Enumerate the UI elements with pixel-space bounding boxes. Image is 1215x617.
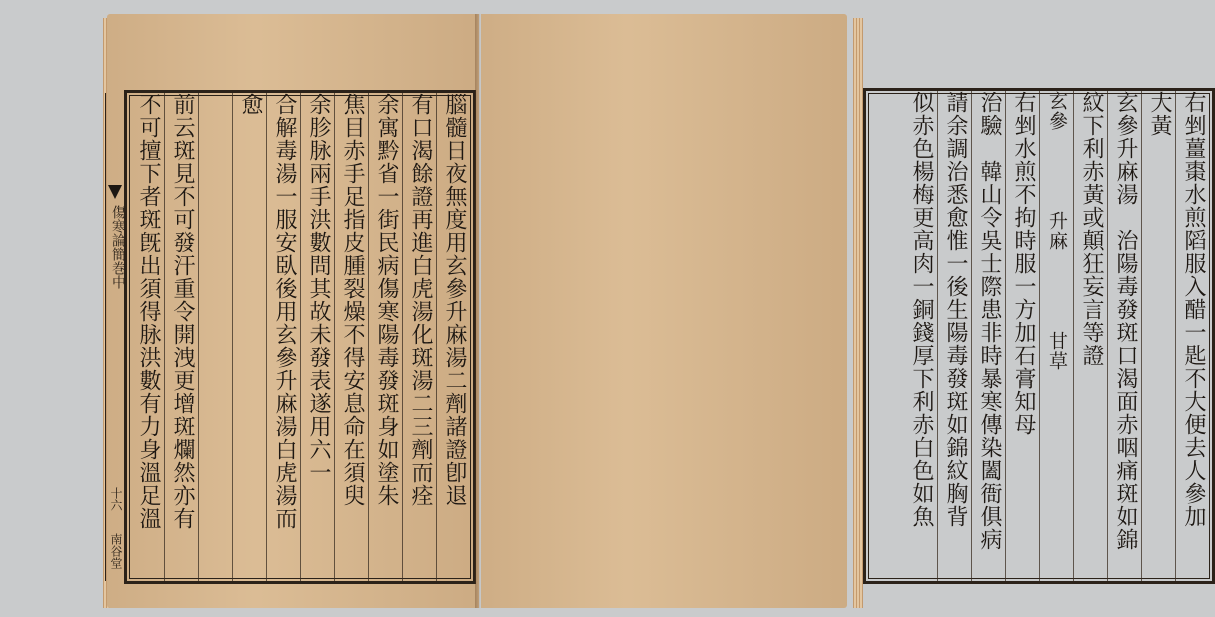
column-rule bbox=[436, 93, 437, 581]
fold-column bbox=[105, 93, 125, 581]
publisher-name: 南谷堂 bbox=[109, 533, 123, 569]
column-rule bbox=[1005, 91, 1006, 581]
column-rule bbox=[368, 93, 369, 581]
right-column-8: 請余調治悉愈惟一後生陽毒發斑如錦紋胸背 bbox=[943, 91, 968, 528]
right-column-4: 紋下利赤黃或顛狂妄言等證 bbox=[1079, 91, 1104, 367]
left-column-6: 合解毒湯一服安臥後用玄參升麻湯白虎湯而 bbox=[272, 93, 297, 530]
left-column-9: 前云斑見不可發汗重令開洩更增斑爛然亦有 bbox=[170, 93, 195, 530]
left-column-10: 不可擅下者斑旣出須得脉洪數有力身溫足溫 bbox=[136, 93, 161, 530]
column-rule bbox=[1141, 91, 1142, 581]
column-rule bbox=[1039, 91, 1040, 581]
right-column-9: 似赤色楊梅更高肉一銅錢厚下利赤白色如魚 bbox=[909, 91, 934, 528]
page-number: 十六 bbox=[109, 487, 123, 511]
right-text-frame bbox=[863, 88, 1215, 584]
column-rule bbox=[1073, 91, 1074, 581]
right-page bbox=[481, 14, 1206, 608]
column-rule bbox=[971, 91, 972, 581]
column-rule bbox=[1175, 91, 1176, 581]
left-column-5: 余胗脉兩手洪數問其故未發表遂用六一 bbox=[306, 93, 331, 484]
right-column-3: 玄參升麻湯 治陽毒發斑口渴面赤咽痛斑如錦 bbox=[1113, 91, 1138, 551]
left-column-1: 腦髓日夜無度用玄參升麻湯二劑諸證卽退 bbox=[442, 93, 467, 507]
column-rule bbox=[402, 93, 403, 581]
column-rule bbox=[1107, 91, 1108, 581]
column-rule bbox=[232, 93, 233, 581]
right-page-edges bbox=[853, 18, 863, 608]
right-column-6: 右剉水煎不拘時服一方加石膏知母 bbox=[1011, 91, 1036, 436]
column-rule bbox=[198, 93, 199, 581]
fold-title: 傷寒論簡巻中 bbox=[110, 205, 126, 289]
right-column-5: 玄參 升麻 甘草 bbox=[1046, 91, 1068, 371]
column-rule bbox=[300, 93, 301, 581]
column-rule bbox=[937, 91, 938, 581]
left-page bbox=[107, 14, 479, 608]
right-column-7: 治驗 韓山令吳士際患非時暴寒傳染闔衙俱病 bbox=[977, 91, 1002, 551]
column-rule bbox=[164, 93, 165, 581]
left-column-2: 有口渴餘證再進白虎湯化斑湯二三劑而痊 bbox=[408, 93, 433, 507]
open-book bbox=[107, 14, 1206, 612]
left-text-frame bbox=[109, 90, 476, 584]
left-column-3: 余寓黔省一街民病傷寒陽毒發斑身如塗朱 bbox=[374, 93, 399, 507]
left-column-7: 愈 bbox=[238, 93, 263, 116]
fishtail-mark-icon bbox=[108, 185, 122, 199]
left-column-4: 焦目赤手足指皮腫裂燥不得安息命在須臾 bbox=[340, 93, 365, 507]
right-column-1: 右剉薑棗水煎䧟服入醋一匙不大便去人參加 bbox=[1181, 91, 1206, 528]
column-rule bbox=[334, 93, 335, 581]
column-rule bbox=[266, 93, 267, 581]
right-column-2: 大黃 bbox=[1147, 91, 1172, 137]
